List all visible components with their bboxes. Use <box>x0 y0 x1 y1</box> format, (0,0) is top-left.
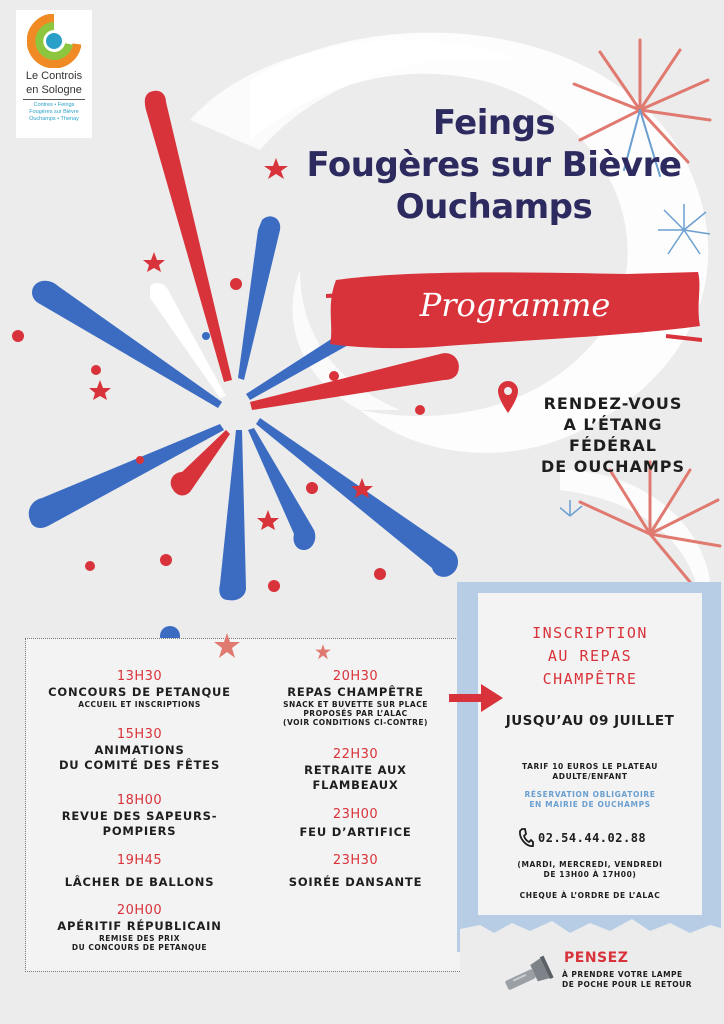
rendezvous-text <box>518 393 708 477</box>
program-item <box>248 807 463 840</box>
star-icon <box>314 643 332 661</box>
event-time: 13H30 <box>116 669 163 684</box>
event-title: ANIMATIONS <box>94 743 185 757</box>
cheque-text: CHEQUE À L’ORDRE DE L’ALAC <box>519 891 661 900</box>
logo-towns-line1: Contres • Feings <box>33 102 75 108</box>
page-title <box>284 102 704 228</box>
program-item <box>32 793 247 839</box>
event-title-line2: POMPIERS <box>102 824 177 838</box>
phone-icon <box>518 828 534 848</box>
event-time: 20H00 <box>116 903 163 918</box>
title-line3: Ouchamps <box>395 187 593 227</box>
event-title: APÉRITIF RÉPUBLICAIN <box>57 919 222 933</box>
event-subtitle: (VOIR CONDITIONS CI-CONTRE) <box>283 718 428 727</box>
tarif-line1: TARIF 10 EUROS LE PLATEAU <box>522 762 658 771</box>
program-item <box>32 853 247 890</box>
event-time: 19H45 <box>116 853 163 868</box>
reminder-heading: PENSEZ <box>564 950 629 966</box>
reservation-line2: EN MAIRIE DE OUCHAMPS <box>529 800 651 809</box>
inscription-line2: AU REPAS <box>547 647 633 665</box>
program-item <box>248 747 463 793</box>
event-time: 18H00 <box>116 793 163 808</box>
rendezvous-line2: A L’ÉTANG FÉDÉRAL <box>563 415 663 455</box>
event-title-line2: DU COMITÉ DES FÊTES <box>58 758 221 772</box>
title-line2: Fougères sur Bièvre <box>306 145 682 185</box>
reminder-line1: À PRENDRE VOTRE LAMPE <box>562 970 683 979</box>
event-subtitle: DU CONCOURS DE PETANQUE <box>71 943 208 952</box>
program-item <box>32 727 247 773</box>
logo-towns-line2: Fougères sur Bièvre <box>29 109 79 115</box>
event-time: 23H30 <box>332 853 379 868</box>
title-line1: Feings <box>432 103 556 143</box>
event-title-line2: FLAMBEAUX <box>312 778 399 792</box>
event-subtitle: ACCUEIL ET INSCRIPTIONS <box>78 700 201 709</box>
inscription-heading <box>478 622 702 691</box>
event-time: 15H30 <box>116 727 163 742</box>
event-title: LÂCHER DE BALLONS <box>64 875 215 889</box>
program-box <box>25 638 468 972</box>
inscription-deadline: JUSQU’AU 09 JUILLET <box>505 713 675 729</box>
event-time: 20H30 <box>332 669 379 684</box>
event-title: FEU D’ARTIFICE <box>299 825 412 839</box>
opening-hours <box>478 860 702 880</box>
reminder-line2: DE POCHE POUR LE RETOUR <box>562 980 692 989</box>
logo-towns-line3: Ouchamps • Thenay <box>29 116 79 122</box>
event-subtitle: SNACK ET BUVETTE SUR PLACE <box>283 700 428 709</box>
logo-name-line2: en Sologne <box>26 84 82 96</box>
hours-line1: (MARDI, MERCREDI, VENDREDI <box>517 860 663 869</box>
phone-number[interactable]: 02.54.44.02.88 <box>538 831 647 845</box>
rendezvous-line3: DE OUCHAMPS <box>540 457 686 476</box>
logo-name-line1: Le Controis <box>25 70 83 82</box>
event-title: RETRAITE AUX <box>304 763 407 777</box>
rendezvous-line1: RENDEZ-VOUS <box>543 394 683 413</box>
event-subtitle: PROPOSÉS PAR L’ALAC <box>303 709 408 718</box>
reservation-line1: RÉSERVATION OBLIGATOIRE <box>524 790 656 799</box>
event-title: SOIRÉE DANSANTE <box>288 875 423 889</box>
program-item <box>248 853 463 890</box>
tarif-text <box>478 762 702 782</box>
event-subtitle: REMISE DES PRIX <box>99 934 180 943</box>
event-title: CONCOURS DE PETANQUE <box>48 685 231 699</box>
event-time: 22H30 <box>332 747 379 762</box>
event-title: REVUE DES SAPEURS- <box>61 809 218 823</box>
event-time: 23H00 <box>332 807 379 822</box>
inscription-line1: INSCRIPTION <box>532 624 648 642</box>
logo-divider <box>23 99 85 100</box>
program-item <box>248 669 463 727</box>
program-item <box>32 903 247 952</box>
map-pin-icon <box>497 380 519 414</box>
tarif-line2: ADULTE/ENFANT <box>552 772 628 781</box>
hours-line2: DE 13H00 À 17H00) <box>543 870 637 879</box>
star-icon <box>212 631 242 661</box>
logo-mark-icon <box>27 14 81 68</box>
event-title: REPAS CHAMPÊTRE <box>287 685 424 699</box>
logo <box>16 10 92 138</box>
inscription-line3: CHAMPÊTRE <box>542 670 638 688</box>
program-item <box>32 669 247 709</box>
programme-label: Programme <box>419 286 611 324</box>
reservation-text <box>478 790 702 810</box>
reminder-text <box>562 970 722 990</box>
flashlight-icon <box>500 954 560 994</box>
